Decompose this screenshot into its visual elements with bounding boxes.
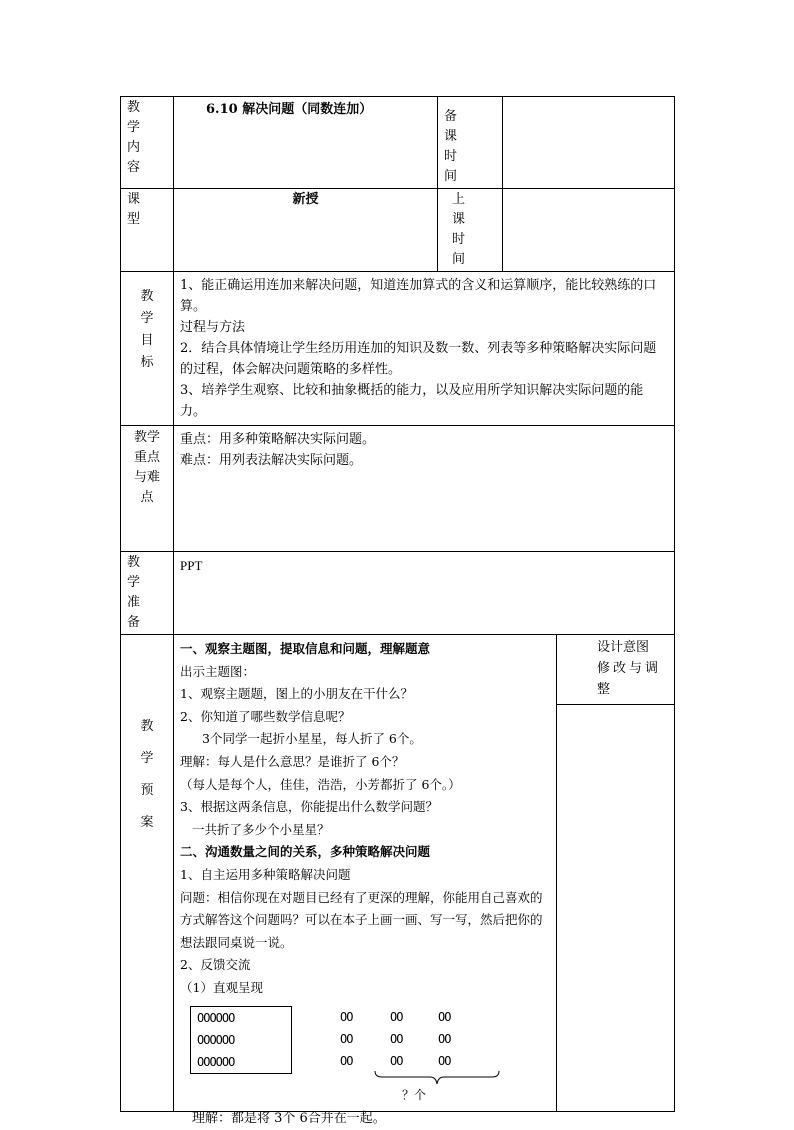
circle-pair: OO — [340, 1028, 352, 1051]
goal-line-3: 2．结合具体情境让学生经历用连加的知识及数一数、列表等多种策略解决实际问题的过程，体会解决问题策略的多样性。 — [180, 338, 668, 380]
plan-line-7: 3、根据这两条信息，你能提出什么数学问题？ — [180, 796, 550, 819]
circles-figure — [180, 1000, 550, 1108]
prep-time-label: 备 课 时 间 — [438, 97, 503, 189]
prep-value: PPT — [174, 552, 675, 635]
goals-label-text: 教学目标 — [140, 286, 154, 374]
circle-pair: OO — [340, 1006, 352, 1029]
plan-line-11: 2、反馈交流 — [180, 954, 550, 977]
plan-line-1: 出示主题图： — [180, 661, 550, 684]
class-time-label: 上 课 时 间 — [438, 189, 503, 272]
circle-pair: OO — [438, 1050, 450, 1073]
plan-label-text: 教学预案 — [140, 711, 154, 839]
plan-label — [121, 635, 174, 1112]
goals-label — [121, 272, 174, 426]
difficult-point-line: 难点：用列表法解决实际问题。 — [180, 450, 668, 471]
plan-line-8: 一共折了多少个小星星？ — [180, 819, 550, 842]
key-points-content — [174, 426, 675, 552]
question-label: ？个 — [402, 1084, 426, 1107]
side-note-box — [557, 637, 674, 705]
section-2-heading: 二、沟通数量之间的关系，多种策略解决问题 — [180, 841, 550, 864]
side-notes — [557, 635, 675, 1112]
circle-row-2: OOOOOO — [191, 1029, 291, 1051]
plan-line-5: 理解：每人是什么意思？是谁折了 6个？ — [180, 751, 550, 774]
circle-pair: OO — [390, 1028, 402, 1051]
key-points-label — [121, 426, 174, 552]
design-intent-label: 设计意图 — [563, 637, 668, 658]
prep-time-value — [503, 97, 675, 189]
content-label: 教学内容 — [121, 97, 174, 189]
lesson-title: 6.10 解决问题（同数连加） — [174, 97, 438, 189]
key-point-line: 重点：用多种策略解决实际问题。 — [180, 429, 668, 450]
key-points-label-text: 教学重点与难点 — [133, 428, 161, 508]
plan-line-3: 2、你知道了哪些数学信息呢？ — [180, 706, 550, 729]
circle-pair: OO — [438, 1028, 450, 1051]
plan-line-6: （每人是每个人，佳佳，浩浩，小芳都折了 6个。） — [180, 774, 550, 797]
circle-pair: OO — [438, 1006, 450, 1029]
class-time-value — [503, 189, 675, 272]
brace-icon — [374, 1070, 500, 1086]
prep-label: 教学准备 — [121, 552, 174, 635]
goal-line-1: 1、能正确运用连加来解决问题，知道连加算式的含义和运算顺序，能比较熟练的口算。 — [180, 275, 668, 317]
circle-row-1: OOOOOO — [191, 1007, 291, 1029]
goals-content — [174, 272, 675, 426]
plan-content — [174, 635, 557, 1112]
understanding-line: 理解：都是将 3个 6合并在一起。 — [192, 1108, 386, 1130]
plan-line-12: （1）直观呈现 — [180, 977, 550, 1000]
circles-box — [190, 1006, 292, 1074]
circle-pair: OO — [340, 1050, 352, 1073]
plan-line-2: 1、观察主题题，图上的小朋友在干什么？ — [180, 683, 550, 706]
type-label: 课 型 — [121, 189, 174, 272]
circle-pair: OO — [390, 1050, 402, 1073]
type-value: 新授 — [174, 189, 438, 272]
plan-line-9: 1、自主运用多种策略解决问题 — [180, 864, 550, 887]
circle-pair: OO — [390, 1006, 402, 1029]
plan-line-10: 问题：相信你现在对题目已经有了更深的理解，你能用自己喜欢的方式解答这个问题吗？可以在本子上画一画、写一写，然后把你的想法跟同桌说一说。 — [180, 887, 550, 955]
revise-label: 修改与调整 — [563, 658, 668, 700]
goal-line-2: 过程与方法 — [180, 317, 668, 338]
plan-line-4: 3个同学一起折小星星，每人折了 6个。 — [180, 728, 550, 751]
goal-line-4: 3、培养学生观察、比较和抽象概括的能力，以及应用所学知识解决实际问题的能力。 — [180, 380, 668, 422]
section-1-heading: 一、观察主题图，提取信息和问题，理解题意 — [180, 638, 550, 661]
lesson-plan-table — [120, 96, 675, 1112]
circle-row-3: OOOOOO — [191, 1051, 291, 1073]
